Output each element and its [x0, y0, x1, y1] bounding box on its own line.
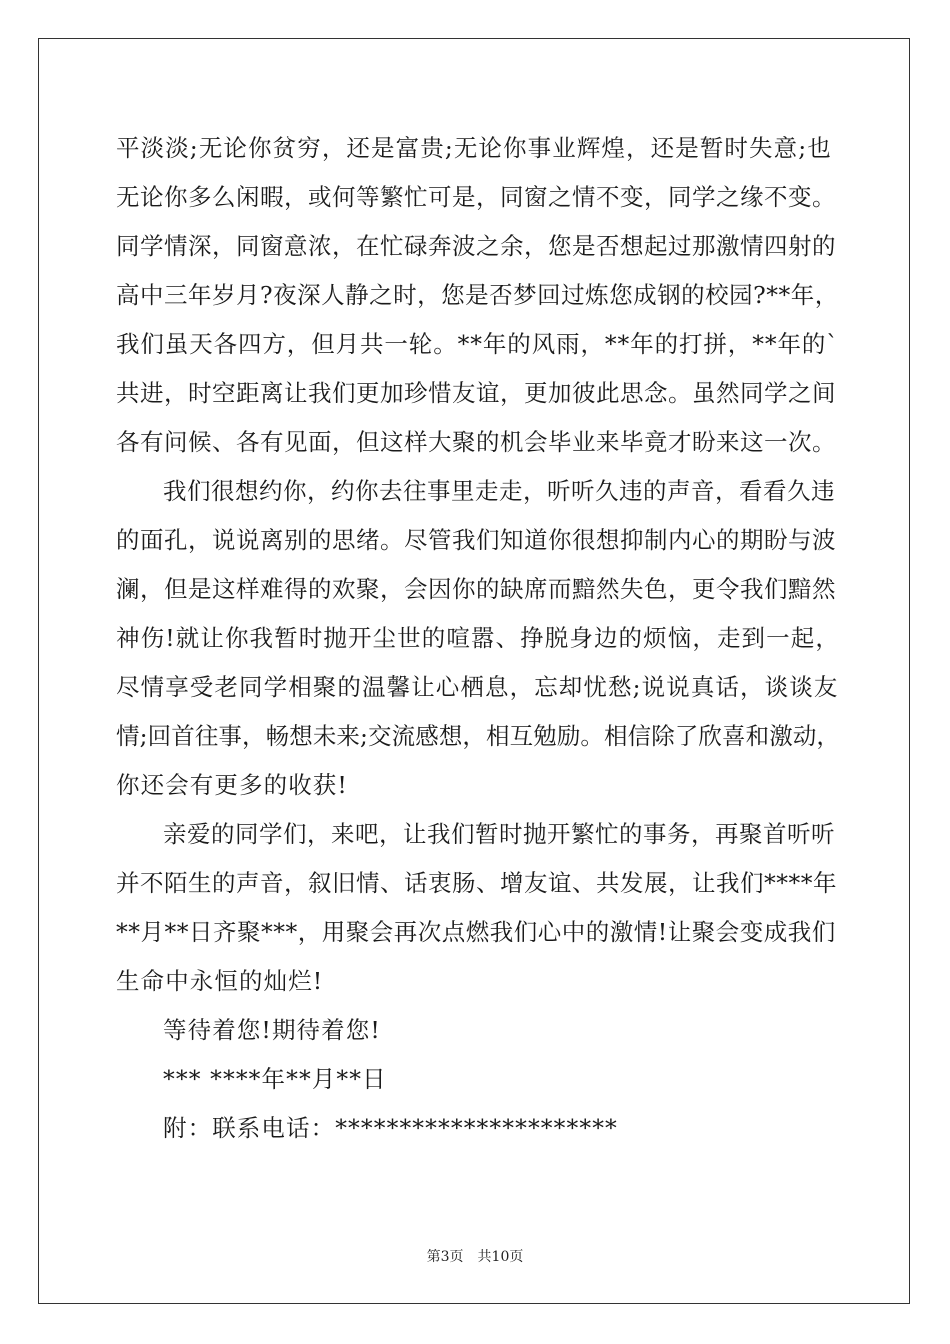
- text-line: 生命中永恒的灿烂!: [116, 967, 324, 995]
- date-line: [116, 1055, 836, 1104]
- text-line: 情;回首往事，畅想未来;交流感想，相互勉励。相信除了欣喜和激动，: [116, 722, 841, 750]
- page-number: 第3页 共10页: [426, 1249, 524, 1265]
- text-line: 你还会有更多的收获!: [116, 771, 348, 799]
- paragraph: [116, 810, 836, 1006]
- text-line: 亲爱的同学们，来吧，让我们暂时抛开繁忙的事务，再聚首听听: [163, 820, 835, 848]
- text-line: 平淡淡;无论你贫穷，还是富贵;无论你事业辉煌，还是暂时失意;也: [116, 134, 832, 162]
- text-line: 神伤!就让你我暂时抛开尘世的喧嚣、挣脱身边的烦恼，走到一起，: [116, 624, 840, 652]
- text-line: 尽情享受老同学相聚的温馨让心栖息，忘却忧愁;说说真话，谈谈友: [116, 673, 839, 701]
- text-line: 无论你多么闲暇，或何等繁忙可是，同窗之情不变，同学之缘不变。: [116, 183, 836, 211]
- text-line: 我们虽天各四方，但月共一轮。**年的风雨，**年的打拼，**年的`: [116, 330, 839, 358]
- text-line: 等待着您!期待着您!: [163, 1016, 381, 1044]
- text-line: 我们很想约你，约你去往事里走走，听听久违的声音，看看久违: [163, 477, 835, 505]
- text-line: *** ****年**月**日: [163, 1065, 387, 1093]
- paragraph: [116, 124, 839, 467]
- paragraph: [116, 467, 841, 810]
- text-line: 的面孔，说说离别的思绪。尽管我们知道你很想抑制内心的期盼与波: [116, 526, 836, 554]
- text-line: 同学情深，同窗意浓，在忙碌奔波之余，您是否想起过那激情四射的: [116, 232, 836, 260]
- text-line: 高中三年岁月?夜深人静之时，您是否梦回过炼您成钢的校园?**年，: [116, 281, 839, 309]
- text-line: 各有问候、各有见面，但这样大聚的机会毕业来毕竟才盼来这一次。: [116, 428, 836, 456]
- contact-line: [116, 1104, 836, 1153]
- text-line: **月**日齐聚***，用聚会再次点燃我们心中的激情!让聚会变成我们: [116, 918, 836, 946]
- text-line: 共进，时空距离让我们更加珍惜友谊，更加彼此思念。虽然同学之间: [116, 379, 836, 407]
- document-body: [116, 124, 841, 1153]
- text-line: 附：联系电话：**********************: [163, 1114, 618, 1142]
- text-line: 并不陌生的声音，叙旧情、话衷肠、增友谊、共发展，让我们****年: [116, 869, 837, 897]
- text-line: 澜，但是这样难得的欢聚，会因你的缺席而黯然失色，更令我们黯然: [116, 575, 836, 603]
- closing-line: [116, 1006, 836, 1055]
